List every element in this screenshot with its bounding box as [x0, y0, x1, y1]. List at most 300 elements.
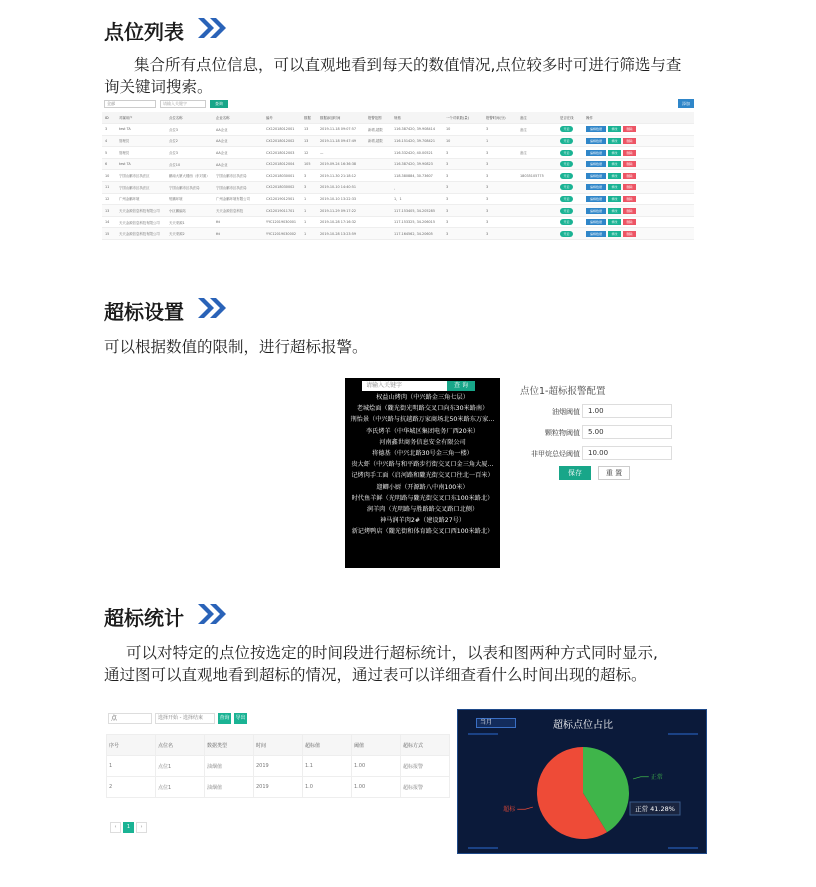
table-cell: 1，1 — [391, 193, 443, 205]
table-cell: ttt — [213, 228, 263, 240]
actions-cell — [583, 158, 694, 170]
modify-button[interactable]: 修改 — [608, 196, 621, 202]
pie-title: 超标点位占比 — [553, 720, 613, 731]
table-cell: 3 — [102, 124, 116, 136]
edit-data-button[interactable]: 编辑数据 — [586, 208, 606, 214]
table-cell: 3 — [483, 216, 517, 228]
actions-cell — [583, 147, 694, 159]
online-cell — [557, 135, 583, 147]
table-cell — [365, 205, 391, 217]
double-chevron-right-icon — [196, 296, 230, 325]
table-row — [102, 135, 694, 147]
edit-data-button[interactable]: 编辑数据 — [586, 150, 606, 156]
column-header: 序号 — [107, 735, 156, 756]
table-cell: 2019 — [254, 756, 303, 777]
table-cell: 天天金源信息科技有限公司 — [116, 216, 166, 228]
table-cell: 3 — [443, 182, 483, 194]
desc-line: 可以根据数值的限制，进行超标报警。 — [104, 338, 368, 356]
column-header: 对属用户 — [116, 112, 166, 124]
table-cell: AA企业 — [213, 158, 263, 170]
table-cell — [517, 228, 557, 240]
save-button[interactable]: 保存 — [559, 466, 591, 480]
table-cell: 5 — [102, 147, 116, 159]
table-cell: 2019-11-29 09:17:22 — [317, 205, 365, 217]
table-cell: test TA — [116, 158, 166, 170]
table-row — [102, 170, 694, 182]
desc-line: 可以对特定的点位按选定的时间段进行超标统计，以表和图两种方式同时显示, — [126, 644, 658, 662]
table-cell: 天天采源1 — [166, 216, 213, 228]
picker-search-input[interactable]: 请输入关键字 — [362, 381, 447, 391]
point-picker-item[interactable]: 老城烩面（隴光街光明路交叉口向东30米路南） — [356, 405, 489, 413]
table-row — [107, 777, 450, 798]
pie-label: 正常 — [650, 773, 663, 781]
actions-cell — [583, 216, 694, 228]
stats-table — [106, 734, 450, 798]
table-cell: 10 — [102, 170, 116, 182]
search-input[interactable]: 请输入关键字 — [160, 100, 206, 108]
column-header: 点位名称 — [166, 112, 213, 124]
section-desc-point-list — [104, 54, 734, 98]
point-picker-item[interactable]: 将德基（中兴北路30号金三角一楼） — [372, 449, 473, 457]
table-cell: 宁国山鹏市区执法区 — [116, 182, 166, 194]
point-picker-item[interactable]: 记烤肉手工面（启河路和隴光街交叉口往北一百米） — [351, 472, 494, 480]
actions-cell — [583, 135, 694, 147]
table-cell: 13 — [301, 124, 317, 136]
pie-label-line — [633, 777, 649, 779]
column-header: 点位名 — [156, 735, 205, 756]
online-cell — [557, 216, 583, 228]
edit-data-button[interactable]: 编辑数据 — [586, 219, 606, 225]
double-chevron-right-icon — [196, 16, 230, 45]
table-cell — [517, 205, 557, 217]
delete-button[interactable]: 删除 — [623, 161, 636, 167]
online-toggle[interactable]: 开启 — [560, 231, 573, 237]
table-cell: 3 — [443, 205, 483, 217]
stats-filter-bar — [106, 710, 450, 726]
table-cell: 新增,超限 — [365, 135, 391, 147]
section-title-alarm-settings — [104, 296, 230, 325]
table-cell: 广州金鹏环境 — [116, 193, 166, 205]
edit-data-button[interactable]: 编辑数据 — [586, 173, 606, 179]
field-label: 油烟阈值 — [552, 408, 580, 416]
online-toggle[interactable]: 开启 — [560, 219, 573, 225]
table-cell: 3 — [483, 193, 517, 205]
table-cell: 2019-09-24 16:36:38 — [317, 158, 365, 170]
online-toggle[interactable]: 开启 — [560, 150, 573, 156]
column-header: 编号 — [263, 112, 301, 124]
table-cell: 3 — [443, 193, 483, 205]
table-cell: 小区鹏编站 — [166, 205, 213, 217]
table-cell: 12 — [102, 193, 116, 205]
oil-smoke-threshold-input[interactable]: 1.00 — [582, 404, 672, 418]
table-cell: 鹏南大厦大楼西（东对面） — [166, 170, 213, 182]
table-cell: 117.153405, 34.205285 — [391, 205, 443, 217]
table-cell: 15 — [102, 228, 116, 240]
table-cell: 2019-10-10 13:22:33 — [317, 193, 365, 205]
table-cell: ttt — [213, 216, 263, 228]
pie-label-line — [517, 807, 533, 809]
table-cell: 1 — [301, 216, 317, 228]
table-cell: CX12018012002 — [263, 135, 301, 147]
column-header: 时间 — [254, 735, 303, 756]
section-title-text: 超标统计 — [104, 606, 184, 630]
table-cell: 管理员 — [116, 135, 166, 147]
table-cell: 1.1 — [303, 756, 352, 777]
table-cell: CX12018012003 — [263, 147, 301, 159]
table-cell: 1 — [483, 135, 517, 147]
table-cell: 12 — [301, 147, 317, 159]
table-cell: 3 — [443, 216, 483, 228]
delete-button[interactable]: 删除 — [623, 126, 636, 132]
table-cell: 118.380884, 30.73607 — [391, 170, 443, 182]
delete-button[interactable]: 删除 — [623, 150, 636, 156]
actions-cell — [583, 170, 694, 182]
column-header: 阈值 — [352, 735, 401, 756]
table-cell: 2019-10-10 14:40:51 — [317, 182, 365, 194]
online-cell — [557, 182, 583, 194]
table-cell: 3 — [443, 170, 483, 182]
table-cell — [365, 228, 391, 240]
table-cell: 3 — [443, 228, 483, 240]
table-cell: test TA — [116, 124, 166, 136]
table-cell — [517, 182, 557, 194]
point-picker-list — [345, 392, 500, 537]
particulate-threshold-input[interactable]: 5.00 — [582, 425, 672, 439]
table-cell: 1 — [301, 193, 317, 205]
stats-table-screenshot — [106, 710, 450, 850]
table-cell: AA企业 — [213, 135, 263, 147]
point-picker-item[interactable]: 润羊肉（光明路与胜路路交叉路口北侧） — [366, 505, 479, 513]
point-picker-item[interactable]: 荆怡景（中兴路与抗越路万家商场北50米路东万家… — [350, 416, 495, 424]
table-cell: 短鹏环境 — [166, 193, 213, 205]
online-toggle[interactable]: 开启 — [560, 138, 573, 144]
column-header: 企业名称 — [213, 112, 263, 124]
delete-button[interactable]: 删除 — [623, 173, 636, 179]
table-cell: 2019-10-28 17:16:32 — [317, 216, 365, 228]
modify-button[interactable]: 修改 — [608, 219, 621, 225]
table-row — [102, 216, 694, 228]
point-picker-item[interactable]: 遛鲫小厨（开源路八中南100米） — [376, 483, 469, 491]
column-header: 是否在线 — [557, 112, 583, 124]
table-row — [102, 205, 694, 217]
table-cell: CX12018012004 — [263, 158, 301, 170]
modify-button[interactable]: 修改 — [608, 173, 621, 179]
column-header: 数据类型 — [205, 735, 254, 756]
table-cell: 3 — [483, 228, 517, 240]
table-cell: 天天金源信息科技有限公司 — [116, 205, 166, 217]
table-row — [107, 756, 450, 777]
point-table — [102, 112, 694, 240]
table-cell: 2019-11-30 21:18:12 — [317, 170, 365, 182]
column-header: 一个对象数(量) — [443, 112, 483, 124]
table-cell: 超标报警 — [401, 777, 450, 798]
pie-tooltip: 正常 41.28% — [635, 805, 675, 813]
desc-line: 通过图可以直观地看到超标的情况，通过表可以详细查看什么时间出现的超标。 — [104, 666, 647, 684]
config-title: 点位1-超标报警配置 — [520, 386, 606, 397]
point-picker-item[interactable]: 时代鱼羊鲜（光明路与隴光街交叉口东100米路北） — [351, 494, 494, 502]
table-cell: 点位1 — [156, 777, 205, 798]
column-header: 报警时间(分) — [483, 112, 517, 124]
reset-button[interactable]: 重 置 — [598, 466, 630, 480]
table-cell: 天天金源信息科技 — [213, 205, 263, 217]
point-picker-item[interactable]: 贵大虾（中兴路与和平路步行街交叉口金三角大厦… — [351, 461, 494, 469]
table-cell: 3 — [483, 158, 517, 170]
table-cell: 备注 — [517, 124, 557, 136]
modify-button[interactable]: 修改 — [608, 150, 621, 156]
online-cell — [557, 147, 583, 159]
period-select[interactable]: 当月 — [476, 718, 516, 728]
delete-button[interactable]: 删除 — [623, 184, 636, 190]
table-cell: 10 — [443, 124, 483, 136]
online-toggle[interactable]: 开启 — [560, 184, 573, 190]
picker-search-button[interactable]: 查 询 — [447, 381, 475, 391]
table-cell — [365, 193, 391, 205]
double-chevron-right-icon — [196, 602, 230, 631]
online-cell — [557, 170, 583, 182]
add-button[interactable]: 添加 — [678, 99, 694, 108]
query-button[interactable]: 查询 — [218, 713, 231, 724]
table-cell: 1.00 — [352, 777, 401, 798]
alarm-config-panel — [512, 378, 730, 568]
table-cell: 13 — [301, 135, 317, 147]
online-toggle[interactable]: 开启 — [560, 161, 573, 167]
table-cell: 宁国山鹏市区执法局 — [166, 182, 213, 194]
point-picker-item[interactable]: 权益山烤肉（中兴路金三角七层） — [376, 394, 469, 401]
column-header: 规格 — [391, 112, 443, 124]
edit-data-button[interactable]: 编辑数据 — [586, 231, 606, 237]
table-cell: 2019-11-18 09:07:57 — [317, 124, 365, 136]
table-cell: 3 — [483, 205, 517, 217]
table-cell: CX12019011701 — [263, 205, 301, 217]
field-label: 非甲烷总烃阈值 — [531, 450, 580, 458]
table-cell: YYC12019030001 — [263, 216, 301, 228]
nmhc-threshold-input[interactable]: 10.00 — [582, 446, 672, 460]
actions-cell — [583, 124, 694, 136]
table-cell: 10 — [443, 135, 483, 147]
table-row — [102, 182, 694, 194]
desc-line: 集合所有点位信息，可以直观地看到每天的数值情况,点位较多时可进行筛选与查 — [134, 56, 682, 74]
table-cell: 超标报警 — [401, 756, 450, 777]
online-toggle[interactable]: 开启 — [560, 173, 573, 179]
pie-label: 超标 — [503, 806, 516, 814]
table-cell: 2 — [107, 777, 156, 798]
point-list-screenshot — [102, 98, 694, 284]
point-picker-screenshot — [345, 378, 500, 568]
table-cell: 点位3 — [166, 147, 213, 159]
delete-button[interactable]: 删除 — [623, 219, 636, 225]
edit-data-button[interactable]: 编辑数据 — [586, 138, 606, 144]
date-range-input[interactable]: 选择开始 - 选择结束 — [155, 713, 215, 724]
table-cell: 1 — [301, 228, 317, 240]
actions-cell — [583, 205, 694, 217]
table-cell: 2019 — [254, 777, 303, 798]
table-cell: ， — [391, 182, 443, 194]
table-cell: 点位10 — [166, 158, 213, 170]
table-cell: 116.332420, 40.00521 — [391, 147, 443, 159]
picker-search-bar — [362, 381, 475, 391]
export-button[interactable]: 导出 — [234, 713, 247, 724]
column-header: ID — [102, 112, 116, 124]
online-cell — [557, 228, 583, 240]
table-cell: 点位2 — [166, 135, 213, 147]
table-cell — [517, 193, 557, 205]
table-cell: 油烟值 — [205, 777, 254, 798]
table-cell: 3 — [483, 147, 517, 159]
table-cell: 点位1 — [156, 756, 205, 777]
table-cell — [517, 158, 557, 170]
table-cell — [517, 135, 557, 147]
table-row — [102, 147, 694, 159]
query-button[interactable]: 查询 — [210, 100, 228, 108]
section-title-text: 超标设置 — [104, 300, 184, 324]
table-cell: 11 — [102, 182, 116, 194]
table-cell — [517, 216, 557, 228]
modify-button[interactable]: 修改 — [608, 231, 621, 237]
table-cell: — — [317, 147, 365, 159]
table-cell: 3 — [483, 170, 517, 182]
config-row — [512, 404, 730, 418]
table-cell: 1.0 — [303, 777, 352, 798]
table-cell: 宁国山鹏市区执法区 — [116, 170, 166, 182]
actions-cell — [583, 228, 694, 240]
table-cell: CX12018030002 — [263, 182, 301, 194]
online-cell — [557, 124, 583, 136]
delete-button[interactable]: 删除 — [623, 208, 636, 214]
table-cell: 14 — [102, 216, 116, 228]
config-row — [512, 425, 730, 439]
column-header: 报警范围 — [365, 112, 391, 124]
table-cell — [365, 147, 391, 159]
table-cell: 116.387420, 39.90823 — [391, 158, 443, 170]
field-label: 颗粒物阈值 — [545, 429, 580, 437]
online-toggle[interactable]: 开启 — [560, 208, 573, 214]
table-cell: 1 — [107, 756, 156, 777]
table-cell: 18035105775 — [517, 170, 557, 182]
point-select[interactable]: 点 — [108, 713, 152, 724]
table-cell: CX12018030001 — [263, 170, 301, 182]
table-cell: 3 — [301, 170, 317, 182]
pie-chart — [458, 710, 707, 854]
modify-button[interactable]: 修改 — [608, 138, 621, 144]
pie-panel-screenshot — [457, 709, 707, 854]
table-row — [102, 228, 694, 240]
section-title-point-list — [104, 16, 230, 45]
table-cell: 4 — [102, 135, 116, 147]
table-cell: 宁国山鹏市区执法局 — [213, 170, 263, 182]
section-title-text: 点位列表 — [104, 20, 184, 44]
table-cell: 13 — [102, 205, 116, 217]
column-header: 超标方式 — [401, 735, 450, 756]
table-cell: 广州金鹏环境有限公司 — [213, 193, 263, 205]
column-header: 备注 — [517, 112, 557, 124]
table-cell: 天天金源信息科技有限公司 — [116, 228, 166, 240]
table-row — [102, 158, 694, 170]
table-cell: CX12018012001 — [263, 124, 301, 136]
table-cell: 2019-10-28 13:23:59 — [317, 228, 365, 240]
table-cell: 116.151420, 39.708421 — [391, 135, 443, 147]
point-picker-item[interactable]: 神马润羊肉2#（建设路27号） — [379, 517, 466, 525]
actions-cell — [583, 193, 694, 205]
table-cell: 116.387420, 39.908414 — [391, 124, 443, 136]
modify-button[interactable]: 修改 — [608, 161, 621, 167]
table-cell: 3 — [301, 182, 317, 194]
table-cell: 点位3 — [166, 124, 213, 136]
edit-data-button[interactable]: 编辑数据 — [586, 126, 606, 132]
table-cell: AA企业 — [213, 124, 263, 136]
table-cell: 管理员 — [116, 147, 166, 159]
column-header: 操作 — [583, 112, 694, 124]
point-picker-item[interactable]: 河南鑫世商务信息安全有限公司 — [379, 438, 466, 446]
table-cell: 3 — [443, 158, 483, 170]
table-cell: 备注 — [517, 147, 557, 159]
table-cell — [365, 158, 391, 170]
table-cell: YYC12019030002 — [263, 228, 301, 240]
pagination — [110, 822, 147, 833]
section-desc-alarm-settings — [104, 336, 734, 358]
modify-button[interactable]: 修改 — [608, 126, 621, 132]
online-toggle[interactable]: 开启 — [560, 196, 573, 202]
filter-select[interactable]: 全部 — [104, 100, 156, 108]
table-cell — [365, 216, 391, 228]
point-picker-item[interactable]: 李氏烤羊（中华城区集团电务厂西20米） — [365, 427, 480, 435]
delete-button[interactable]: 删除 — [623, 138, 636, 144]
table-cell: 105 — [301, 158, 317, 170]
online-cell — [557, 205, 583, 217]
table-cell: 117.153325, 34.206015 — [391, 216, 443, 228]
table-cell: 2019-11-18 09:47:49 — [317, 135, 365, 147]
section-desc-alarm-stats — [104, 642, 734, 686]
table-cell: 1.00 — [352, 756, 401, 777]
actions-cell — [583, 182, 694, 194]
table-row — [102, 193, 694, 205]
table-cell: 新增,超限 — [365, 124, 391, 136]
column-header: 超标值 — [303, 735, 352, 756]
page-next-button[interactable]: › — [136, 822, 147, 833]
point-picker-item[interactable]: 新记烤鸭店（隴光街和体育路交叉口西100米路北） — [351, 528, 494, 536]
table-row — [102, 124, 694, 136]
table-cell: 油烟值 — [205, 756, 254, 777]
config-row — [512, 446, 730, 460]
page-prev-button[interactable]: ‹ — [110, 822, 121, 833]
column-header: 数据添加时间 — [317, 112, 365, 124]
table-cell: 1 — [301, 205, 317, 217]
table-cell: 天天采源2 — [166, 228, 213, 240]
table-cell: 3 — [443, 147, 483, 159]
table-cell — [365, 182, 391, 194]
online-cell — [557, 158, 583, 170]
delete-button[interactable]: 删除 — [623, 231, 636, 237]
table-cell: 117.164562, 34.20605 — [391, 228, 443, 240]
modify-button[interactable]: 修改 — [608, 184, 621, 190]
section-title-alarm-stats — [104, 602, 230, 631]
table-cell: 3 — [483, 182, 517, 194]
table-cell: 3 — [483, 124, 517, 136]
edit-data-button[interactable]: 编辑数据 — [586, 196, 606, 202]
desc-line: 询关键词搜索。 — [104, 78, 213, 96]
page-1-button[interactable]: 1 — [123, 822, 134, 833]
table-cell: 6 — [102, 158, 116, 170]
edit-data-button[interactable]: 编辑数据 — [586, 184, 606, 190]
table-cell: 宁国山鹏市区执法局 — [213, 182, 263, 194]
modify-button[interactable]: 修改 — [608, 208, 621, 214]
online-cell — [557, 193, 583, 205]
delete-button[interactable]: 删除 — [623, 196, 636, 202]
table-cell — [365, 170, 391, 182]
table-cell: AA企业 — [213, 147, 263, 159]
online-toggle[interactable]: 开启 — [560, 126, 573, 132]
column-header: 数据 — [301, 112, 317, 124]
edit-data-button[interactable]: 编辑数据 — [586, 161, 606, 167]
